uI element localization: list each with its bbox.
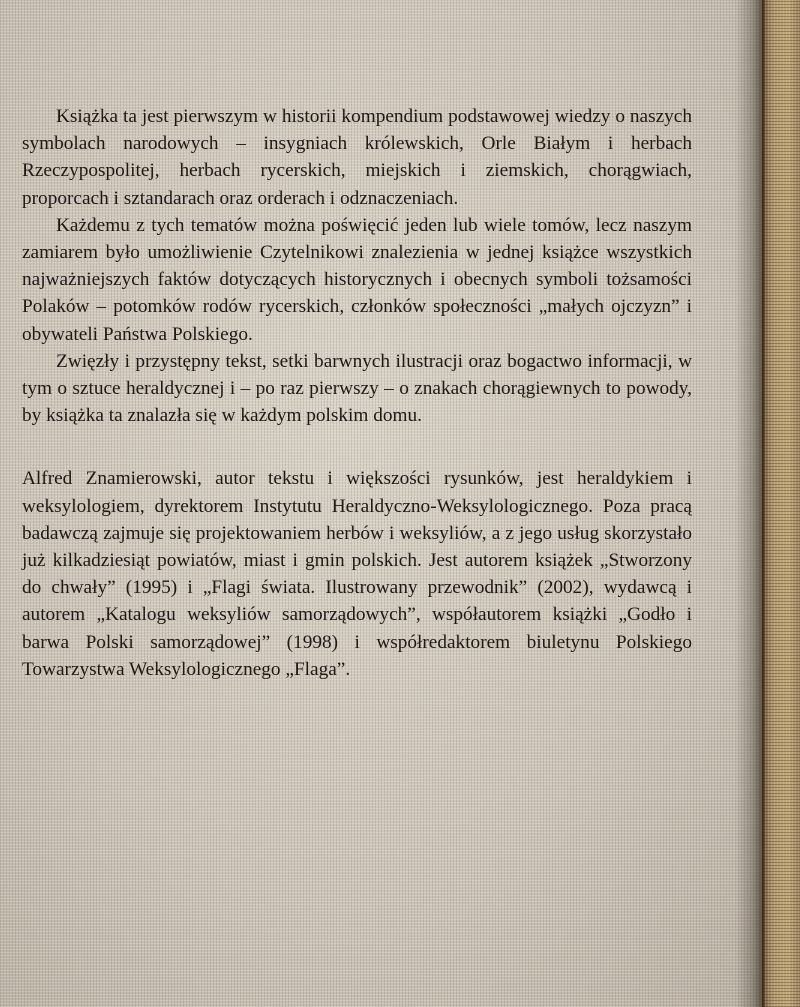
cover-text xyxy=(22,103,692,683)
page-edge-shadow xyxy=(735,0,765,1007)
spine-seam xyxy=(762,0,766,1007)
summary-paragraph: Zwięzły i przystępny tekst, setki barwnych ilustracji oraz bogactwo informacji, w tym o sztuce heraldycznej i – po raz pierwszy – o znakach chorągiewnych to powody, by książka ta znalazła się w każdym polskim domu. xyxy=(22,350,692,427)
intro-paragraph: Książka ta jest pierwszym w historii kompendium podstawowej wiedzy o naszych symbolach narodowych – insygniach królewskich, Orle Białym i herbach Rzeczypospolitej, herbach rycerskich, miejskich i ziemskich, chorągwiach, proporcach i sztandarach oraz orderach i odznaczeniach. xyxy=(22,106,692,209)
book-spine xyxy=(762,0,800,1007)
author-bio: Alfred Znamierowski, autor tekstu i większości rysunków, jest heraldykiem i weksylologiem, dyrektorem Instytutu Heraldyczno-Weksylologicznego. Poza pracą badawczą zajmuje się projektowaniem herbów i weksyliów, a z jego usług skorzystało już kilkadziesiąt powiatów, miast i gmin polskich. Jest autorem książek „Stworzony do chwały” (1995) i „Flagi świata. Ilustrowany przewodnik” (2002), wydawcą i autorem „Katalogu weksyliów samorządowych”, współautorem książki „Godło i barwa Polski samorządowej” (1998) i współredaktorem biuletynu Polskiego Towarzystwa Weksylologicznego „Flaga”. xyxy=(22,468,692,680)
purpose-paragraph: Każdemu z tych tematów można poświęcić jeden lub wiele tomów, lecz naszym zamiarem było umożliwienie Czytelnikowi znalezienia w jednej książce wszystkich najważniejszych faktów dotyczących historycznych i obecnych symboli tożsamości Polaków – potomków rodów rycerskich, członków społeczności „małych ojczyzn” i obywateli Państwa Polskiego. xyxy=(22,214,692,345)
